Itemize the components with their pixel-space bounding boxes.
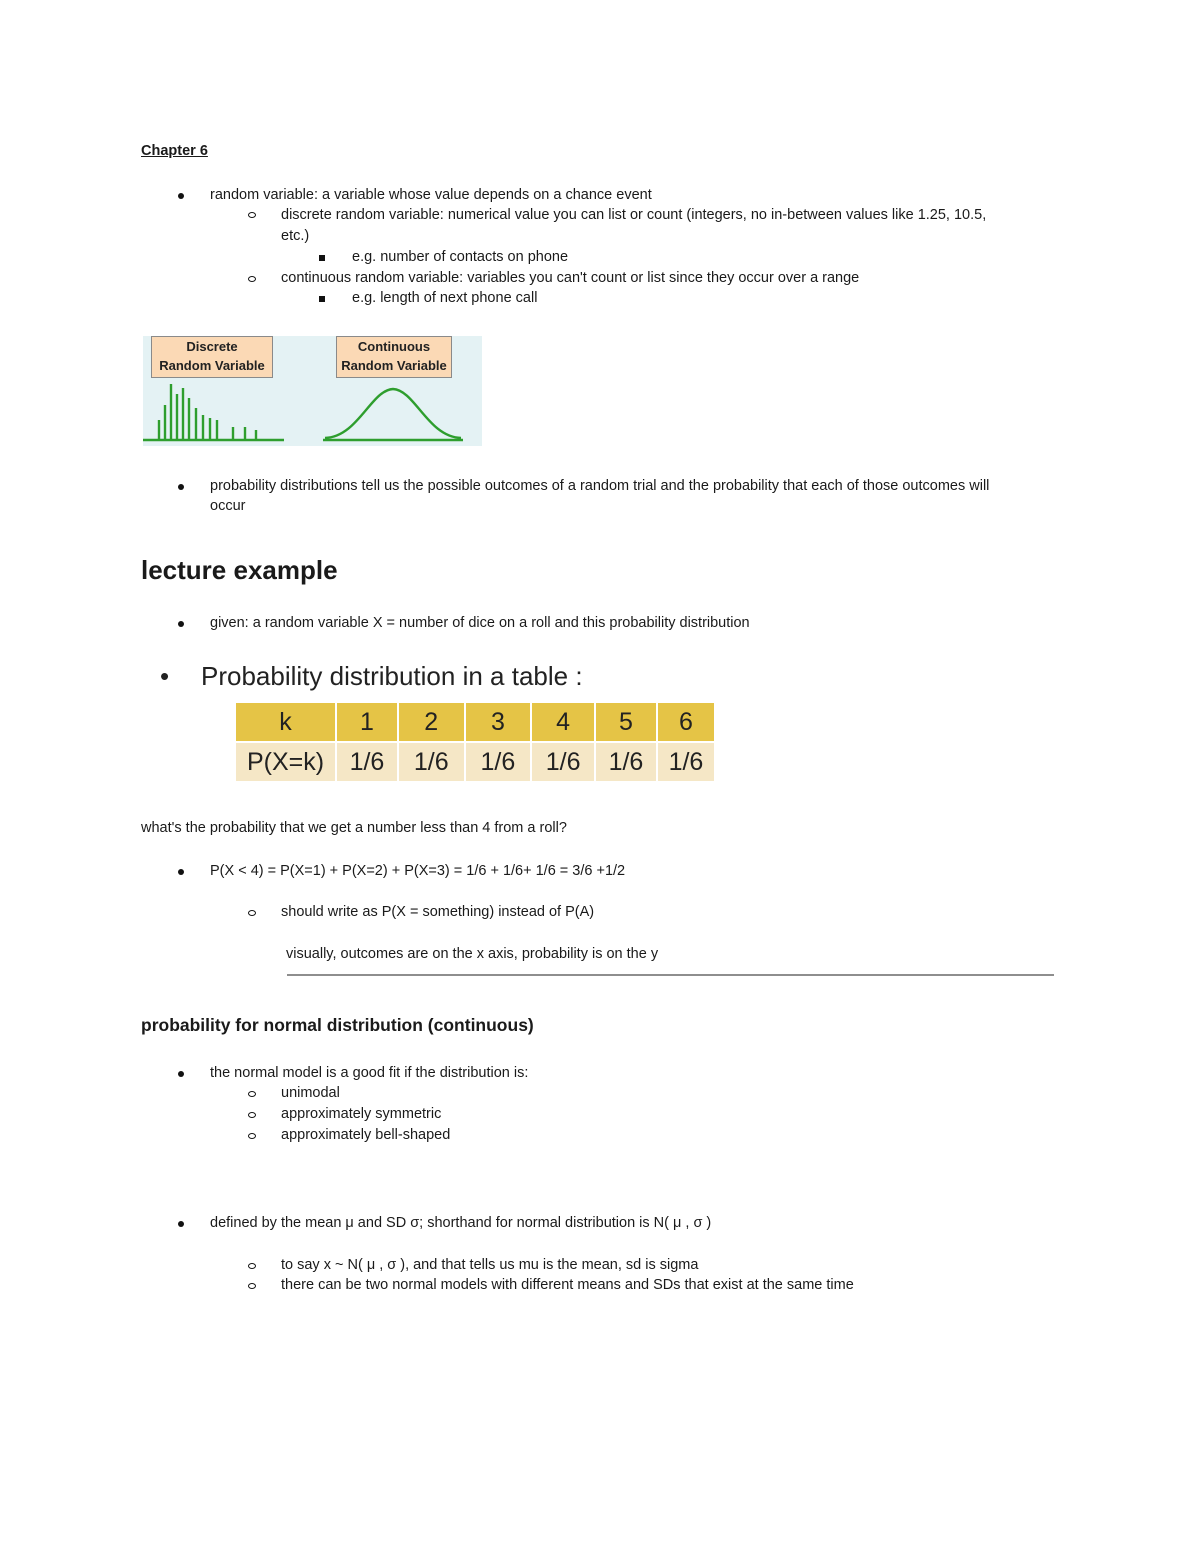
bullet-dot	[178, 193, 184, 199]
normal-condition-item: approximately bell-shaped	[281, 1127, 451, 1143]
probability-table	[234, 701, 716, 783]
bullet-circle	[248, 212, 256, 218]
chapter-title: Chapter 6	[141, 143, 208, 159]
table-cell: 1/6	[336, 742, 398, 782]
discrete-label-line2: Random Variable	[159, 358, 265, 373]
bullet-square	[319, 296, 325, 302]
bullet-circle	[248, 276, 256, 282]
normal-condition-item: unimodal	[281, 1085, 340, 1101]
table-title-bullet: •	[160, 661, 170, 691]
continuous-example: e.g. length of next phone call	[352, 290, 538, 306]
bullet-circle	[248, 1283, 256, 1289]
bullet-dot	[178, 1071, 184, 1077]
bell-curve	[325, 389, 461, 438]
given-text: given: a random variable X = number of dice on a roll and this probability distribution	[210, 615, 750, 631]
discrete-label-box	[151, 336, 273, 378]
table-cell: 1/6	[531, 742, 595, 782]
defined-sub-item: to say x ~ N( μ , σ ), and that tells us mu is the mean, sd is sigma	[281, 1257, 699, 1273]
bullet-dot	[178, 869, 184, 875]
bullet-square	[319, 255, 325, 261]
bullet-dot	[178, 1221, 184, 1227]
bullet-circle	[248, 1112, 256, 1118]
table-header-cell: 4	[531, 702, 595, 742]
continuous-label-box	[336, 336, 452, 378]
bullet-circle	[248, 1263, 256, 1269]
visual-note: visually, outcomes are on the x axis, probability is on the y	[286, 946, 659, 962]
table-header-row	[235, 702, 715, 742]
continuous-label-line2: Random Variable	[341, 358, 447, 373]
discrete-example: e.g. number of contacts on phone	[352, 249, 569, 265]
prob-dist-line1: probability distributions tell us the possible outcomes of a random trial and the probability that each of those outcomes will	[210, 478, 990, 494]
normal-heading: probability for normal distribution (continuous)	[141, 1015, 534, 1035]
table-cell: 1/6	[465, 742, 532, 782]
defined-by-text: defined by the mean μ and SD σ; shorthand for normal distribution is N( μ , σ )	[210, 1215, 712, 1231]
bullet-dot	[178, 484, 184, 490]
table-probability-row	[235, 742, 715, 782]
table-header-cell: k	[235, 702, 336, 742]
rv-definition: random variable: a variable whose value depends on a chance event	[210, 187, 652, 203]
defined-sub-item: there can be two normal models with different means and SDs that exist at the same time	[281, 1277, 854, 1293]
bullet-circle	[248, 1133, 256, 1139]
answer-text: P(X < 4) = P(X=1) + P(X=2) + P(X=3) = 1/6 + 1/6+ 1/6 = 3/6 +1/2	[210, 863, 626, 879]
bullet-circle	[248, 910, 256, 916]
table-header-cell: 6	[657, 702, 715, 742]
table-header-cell: 2	[398, 702, 465, 742]
table-header-cell: 1	[336, 702, 398, 742]
continuous-definition: continuous random variable: variables you can't count or list since they occur over a range	[281, 270, 860, 286]
bullet-circle	[248, 1091, 256, 1097]
discrete-definition-line1: discrete random variable: numerical value you can list or count (integers, no in-between values like 1.25, 10.5,	[281, 207, 987, 223]
bullet-dot	[178, 621, 184, 627]
discrete-definition-line2: etc.)	[281, 228, 310, 244]
table-cell: 1/6	[595, 742, 657, 782]
prob-dist-line2: occur	[210, 498, 246, 514]
normal-condition-item: approximately symmetric	[281, 1106, 442, 1122]
table-header-cell: 3	[465, 702, 532, 742]
table-cell: 1/6	[657, 742, 715, 782]
question-text: what's the probability that we get a number less than 4 from a roll?	[141, 820, 567, 836]
table-cell: P(X=k)	[235, 742, 336, 782]
continuous-label-line1: Continuous	[357, 339, 431, 354]
discrete-label-line1: Discrete	[186, 339, 238, 354]
answer-note: should write as P(X = something) instead of P(A)	[281, 904, 595, 920]
lecture-heading: lecture example	[141, 555, 338, 585]
distribution-sketches	[143, 380, 482, 444]
horizontal-divider	[287, 974, 1054, 976]
normal-fit-text: the normal model is a good fit if the distribution is:	[210, 1065, 529, 1081]
table-cell: 1/6	[398, 742, 465, 782]
table-title: Probability distribution in a table :	[201, 661, 583, 691]
random-variable-figure	[143, 336, 482, 446]
table-header-cell: 5	[595, 702, 657, 742]
